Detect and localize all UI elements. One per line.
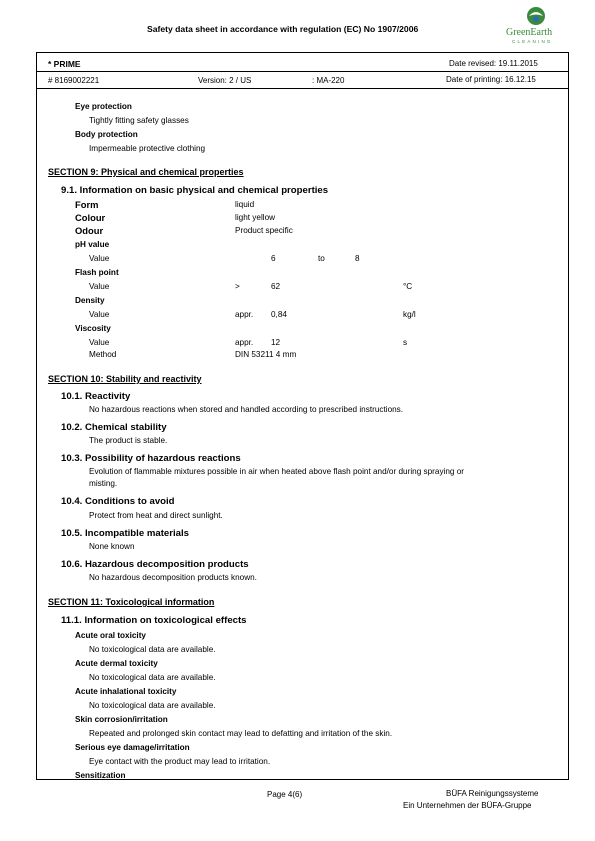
flash-point-qualifier: > [235, 282, 240, 291]
acute-oral-label: Acute oral toxicity [75, 631, 146, 640]
odour-label: Odour [75, 225, 104, 236]
header-divider-1 [37, 71, 568, 72]
acute-dermal-text: No toxicological data are available. [89, 673, 216, 682]
body-protection-label: Body protection [75, 130, 138, 139]
section-10-1-title: 10.1. Reactivity [61, 391, 131, 402]
skin-corrosion-text: Repeated and prolonged skin contact may lead to defatting and irritation of the skin. [89, 729, 393, 738]
form-label: Form [75, 199, 99, 210]
acute-dermal-label: Acute dermal toxicity [75, 659, 158, 668]
section-10-6-text: No hazardous decomposition products known. [89, 573, 257, 582]
document-title: Safety data sheet in accordance with regulation (EC) No 1907/2006 [147, 24, 419, 34]
eye-protection-text: Tightly fitting safety glasses [89, 116, 189, 125]
colour-value: light yellow [235, 213, 276, 222]
greenearth-logo [503, 4, 569, 46]
viscosity-unit: s [403, 338, 408, 347]
viscosity-value-label: Value [89, 338, 110, 347]
date-revised: Date revised: 19.11.2015 [449, 59, 538, 68]
acute-oral-text: No toxicological data are available. [89, 645, 216, 654]
section-9-1-title: 9.1. Information on basic physical and chemical properties [61, 185, 329, 196]
document-code: : MA-220 [312, 76, 345, 85]
flash-point-label: Flash point [75, 268, 119, 277]
section-11-title: SECTION 11: Toxicological information [48, 597, 215, 607]
method-value: DIN 53211 4 mm [235, 350, 297, 359]
ph-to-word: to [318, 254, 325, 263]
logo-wordmark: GreenEarth [506, 27, 553, 38]
ph-label: pH value [75, 240, 110, 249]
eye-damage-text: Eye contact with the product may lead to irritation. [89, 757, 271, 766]
footer-company-1: BÜFA Reinigungssysteme [446, 789, 539, 798]
method-label: Method [89, 350, 117, 359]
logo-subtitle: CLEANING [512, 39, 553, 44]
product-number: # 8169002221 [48, 76, 100, 85]
viscosity-value: 12 [271, 338, 281, 347]
header-divider-2 [37, 88, 568, 89]
acute-inhalational-text: No toxicological data are available. [89, 701, 216, 710]
section-9-title: SECTION 9: Physical and chemical properties [48, 167, 244, 177]
eye-damage-label: Serious eye damage/irritation [75, 743, 190, 752]
density-qualifier: appr. [235, 310, 254, 319]
version: Version: 2 / US [198, 76, 252, 85]
viscosity-qualifier: appr. [235, 338, 254, 347]
product-name: * PRIME [48, 59, 81, 69]
section-10-5-title: 10.5. Incompatible materials [61, 528, 189, 539]
section-11-1-title: 11.1. Information on toxicological effects [61, 615, 247, 626]
acute-inhalational-label: Acute inhalational toxicity [75, 687, 177, 696]
density-value: 0,84 [271, 310, 287, 319]
section-10-6-title: 10.6. Hazardous decomposition products [61, 559, 249, 570]
section-10-3-text-line-2: misting. [89, 479, 118, 488]
flash-point-value-label: Value [89, 282, 110, 291]
odour-value: Product specific [235, 226, 293, 235]
colour-label: Colour [75, 212, 106, 223]
section-10-4-title: 10.4. Conditions to avoid [61, 496, 175, 507]
document-frame [36, 52, 569, 780]
ph-value-label: Value [89, 254, 110, 263]
page-number: Page 4(6) [267, 790, 303, 799]
section-10-2-title: 10.2. Chemical stability [61, 422, 167, 433]
section-10-1-text: No hazardous reactions when stored and handled according to prescribed instructions. [89, 405, 404, 414]
flash-point-value: 62 [271, 282, 281, 291]
section-10-5-text: None known [89, 542, 135, 551]
flash-point-unit: °C [403, 282, 413, 291]
density-value-label: Value [89, 310, 110, 319]
form-value: liquid [235, 200, 255, 209]
body-protection-text: Impermeable protective clothing [89, 144, 206, 153]
footer-company-2: Ein Unternehmen der BÜFA-Gruppe [403, 801, 532, 810]
density-label: Density [75, 296, 105, 305]
section-10-2-text: The product is stable. [89, 436, 168, 445]
viscosity-label: Viscosity [75, 324, 111, 333]
section-10-4-text: Protect from heat and direct sunlight. [89, 511, 223, 520]
sensitization-label: Sensitization [75, 771, 126, 780]
section-10-3-title: 10.3. Possibility of hazardous reactions [61, 453, 241, 464]
density-unit: kg/l [403, 310, 416, 319]
section-10-3-text-line-1: Evolution of flammable mixtures possible in air when heated above flash point and/or during spraying or [89, 467, 465, 476]
skin-corrosion-label: Skin corrosion/irritation [75, 715, 168, 724]
ph-to: 8 [355, 254, 360, 263]
section-10-title: SECTION 10: Stability and reactivity [48, 374, 202, 384]
date-of-printing: Date of printing: 16.12.15 [446, 75, 536, 84]
ph-from: 6 [271, 254, 276, 263]
eye-protection-label: Eye protection [75, 102, 132, 111]
